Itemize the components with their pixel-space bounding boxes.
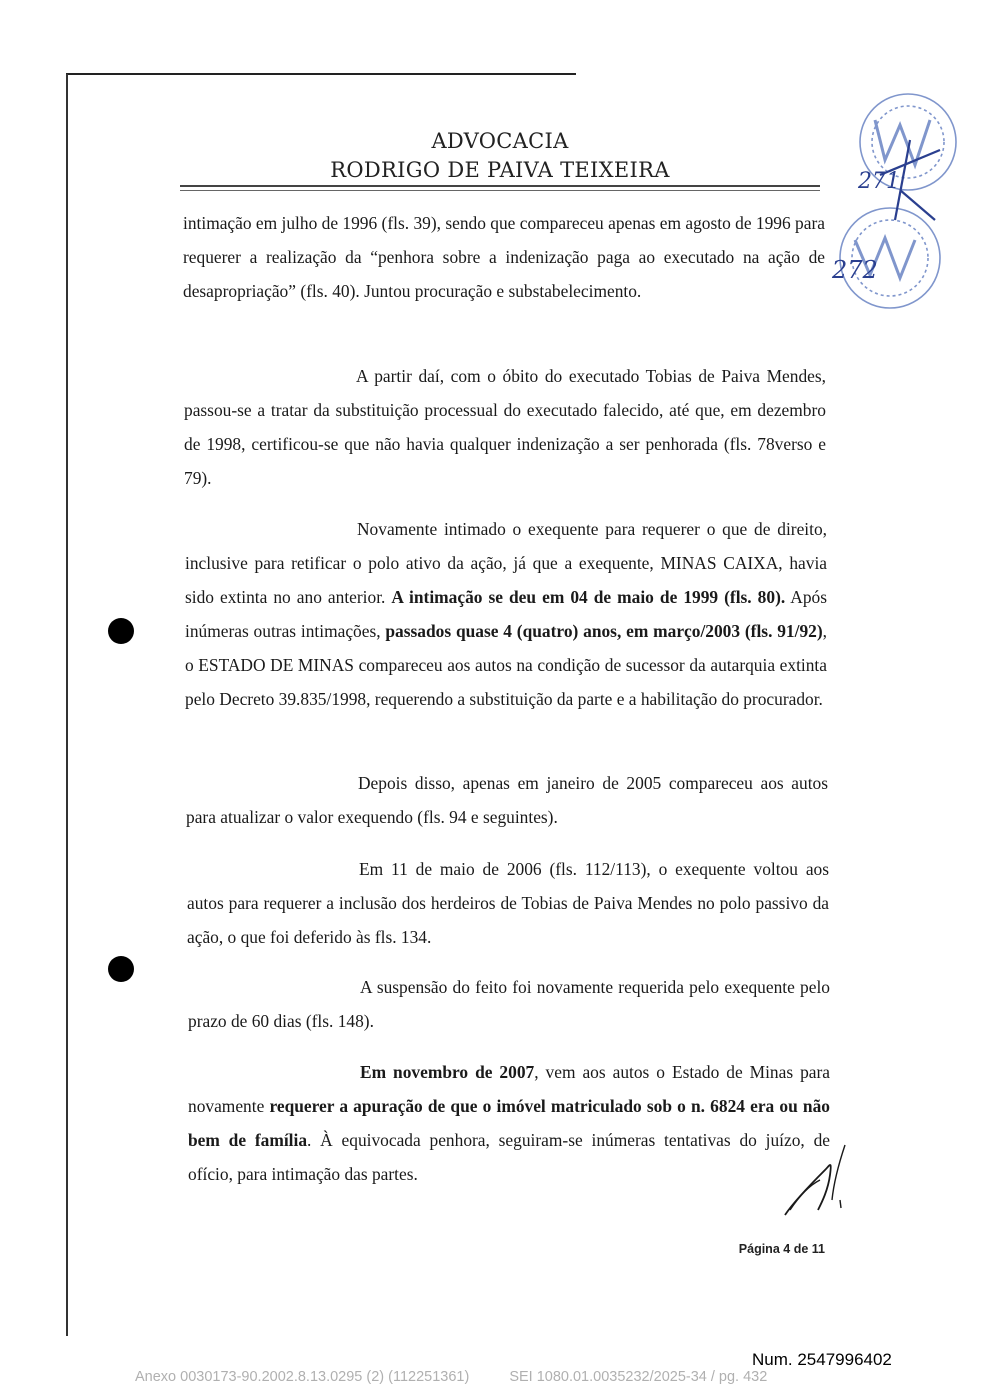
- paragraph-3: Novamente intimado o exequente para requerer o que de direito, inclusive para retificar o polo ativo da ação, já que a exequente, MINAS CAIXA, havia sido extinta no ano anterior. A intimação se deu em 04 de maio de 1999 (fls. 80). Após inúmeras outras intimações, passados quase 4 (quatro) anos, em março/2003 (fls. 91/92), o ESTADO DE MINAS compareceu aos autos na condição de sucessor da autarquia extinta pelo Decreto 39.835/1998, requerendo a substituição da parte e a habilitação do procurador.: [185, 519, 828, 709]
- paragraph-1: intimação em julho de 1996 (fls. 39), sendo que compareceu apenas em agosto de 1996 para requerer a realização da “penhora sobre a indenização paga ao executado na ação de desapropriação” (fls. 40). Juntou procuração e substabelecimento.: [183, 213, 825, 301]
- header-rule-thin: [180, 190, 820, 191]
- letterhead-name: RODRIGO DE PAIVA TEIXEIRA: [330, 158, 670, 182]
- document-number: Num. 2547996402: [752, 1350, 892, 1369]
- binder-hole-mark: [108, 618, 134, 644]
- paragraph-5: Em 11 de maio de 2006 (fls. 112/113), o exequente voltou aos autos para requerer a inclusão dos herdeiros de Tobias de Paiva Mendes no polo passivo da ação, o que foi deferido às fls. 134.: [187, 859, 829, 947]
- stamp-number-bottom: 272: [832, 256, 878, 284]
- left-border-line: [66, 74, 68, 1336]
- paragraph-4: Depois disso, apenas em janeiro de 2005 compareceu aos autos para atualizar o valor exequendo (fls. 94 e seguintes).: [186, 773, 828, 827]
- paragraph-7: Em novembro de 2007, vem aos autos o Estado de Minas para novamente requerer a apuração de que o imóvel matriculado sob o n. 6824 era ou não bem de família. À equivocada penhora, seguiram-se inúmeras tentativas do juízo, de ofício, para intimação das partes.: [188, 1062, 830, 1184]
- paragraph-2: A partir daí, com o óbito do executado Tobias de Paiva Mendes, passou-se a tratar da substituição processual do executado falecido, até que, em dezembro de 1998, certificou-se que não havia qualquer indenização a ser penhorada (fls. 78verso e 79).: [184, 366, 826, 488]
- binder-hole-mark: [108, 956, 134, 982]
- footer-anexo: Anexo 0030173-90.2002.8.13.0295 (2) (112251361): [135, 1369, 470, 1385]
- top-border-line: [66, 73, 576, 75]
- paragraph-6: A suspensão do feito foi novamente requerida pelo exequente pelo prazo de 60 dias (fls. 148).: [188, 977, 830, 1031]
- page-number: Página 4 de 11: [738, 1242, 825, 1256]
- footer-reference: [135, 1369, 767, 1385]
- header-rule: [180, 185, 820, 187]
- signature-initials: [770, 1140, 860, 1230]
- footer-sei: SEI 1080.01.0035232/2025-34 / pg. 432: [509, 1369, 768, 1385]
- letterhead-title: ADVOCACIA: [431, 129, 569, 153]
- stamp-number-top: 271: [858, 169, 900, 194]
